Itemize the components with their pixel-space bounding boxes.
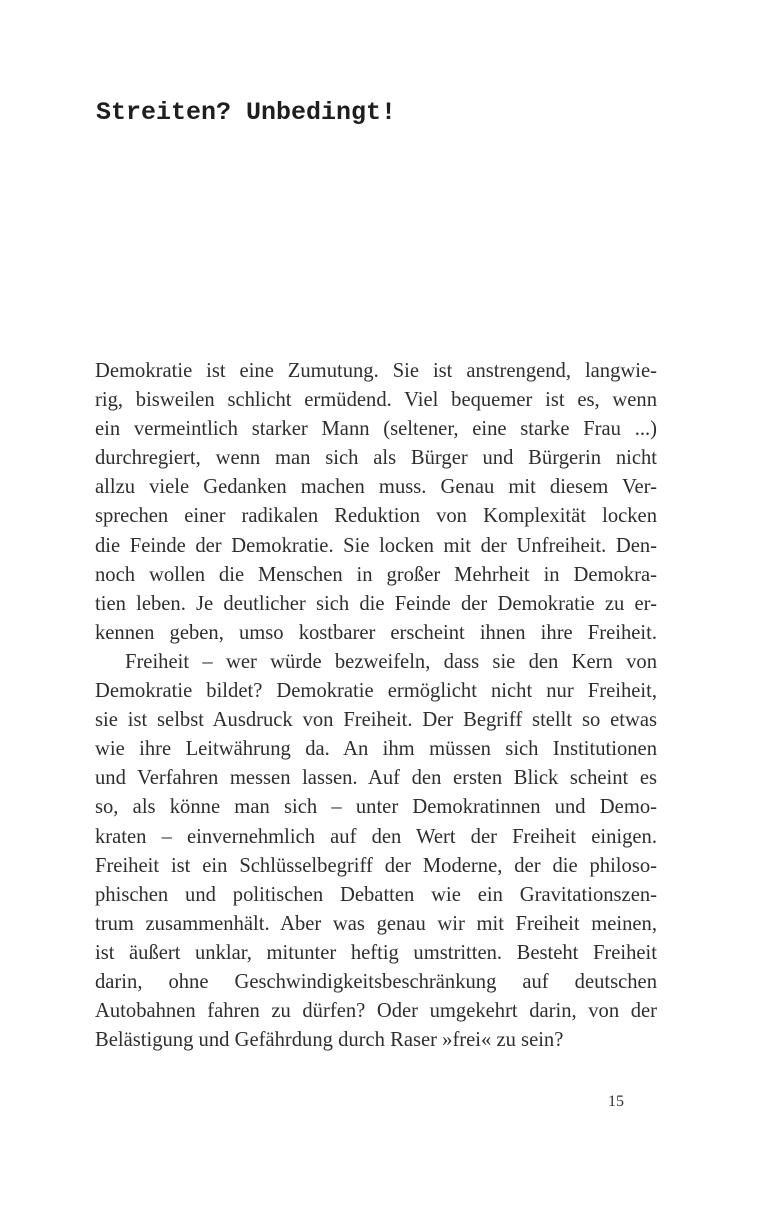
text-line: Autobahnen fahren zu dürfen? Oder umgekehrt darin, von der xyxy=(95,1000,657,1023)
text-line: ist äußert unklar, mitunter heftig umstritten. Besteht Freiheit xyxy=(95,941,657,964)
text-line: allzu viele Gedanken machen muss. Genau mit diesem Ver- xyxy=(95,476,657,499)
text-line: rig, bisweilen schlicht ermüdend. Viel bequemer ist es, wenn xyxy=(95,389,657,412)
chapter-title: Streiten? Unbedingt! xyxy=(96,98,397,127)
text-line: Freiheit ist ein Schlüsselbegriff der Moderne, der die philoso- xyxy=(95,854,657,877)
text-line: die Feinde der Demokratie. Sie locken mit der Unfreiheit. Den- xyxy=(95,534,657,557)
body-text xyxy=(95,357,657,1055)
text-line: Freiheit – wer würde bezweifeln, dass sie den Kern von xyxy=(125,650,657,673)
page-number: 15 xyxy=(608,1093,624,1110)
text-line: durchregiert, wenn man sich als Bürger und Bürgerin nicht xyxy=(95,447,657,470)
text-line: trum zusammenhält. Aber was genau wir mit Freiheit meinen, xyxy=(95,912,657,935)
text-line: Demokratie bildet? Demokratie ermöglicht nicht nur Freiheit, xyxy=(95,680,657,703)
text-line: kennen geben, umso kostbarer erscheint ihnen ihre Freiheit. xyxy=(95,621,657,644)
text-line: darin, ohne Geschwindigkeitsbeschränkung auf deutschen xyxy=(95,970,657,993)
text-line: wie ihre Leitwährung da. An ihm müssen sich Institutionen xyxy=(95,738,657,761)
text-line: Belästigung und Gefährdung durch Raser »frei« zu sein? xyxy=(95,1029,564,1052)
text-line: noch wollen die Menschen in großer Mehrheit in Demokra- xyxy=(95,563,657,586)
text-line: ein vermeintlich starker Mann (seltener, eine starke Frau ...) xyxy=(95,418,657,441)
text-line: sprechen einer radikalen Reduktion von Komplexität locken xyxy=(95,505,657,528)
paragraph-2 xyxy=(95,648,657,1055)
text-line: kraten – einvernehmlich auf den Wert der Freiheit einigen. xyxy=(95,825,657,848)
text-line: und Verfahren messen lassen. Auf den ersten Blick scheint es xyxy=(95,767,657,790)
text-line: sie ist selbst Ausdruck von Freiheit. Der Begriff stellt so etwas xyxy=(95,709,657,732)
text-line: tien leben. Je deutlicher sich die Feinde der Demokratie zu er- xyxy=(95,592,657,615)
paragraph-1 xyxy=(95,357,657,648)
text-line: so, als könne man sich – unter Demokratinnen und Demo- xyxy=(95,796,657,819)
text-line: Demokratie ist eine Zumutung. Sie ist anstrengend, langwie- xyxy=(95,360,657,382)
text-line: phischen und politischen Debatten wie ein Gravitationszen- xyxy=(95,883,657,906)
